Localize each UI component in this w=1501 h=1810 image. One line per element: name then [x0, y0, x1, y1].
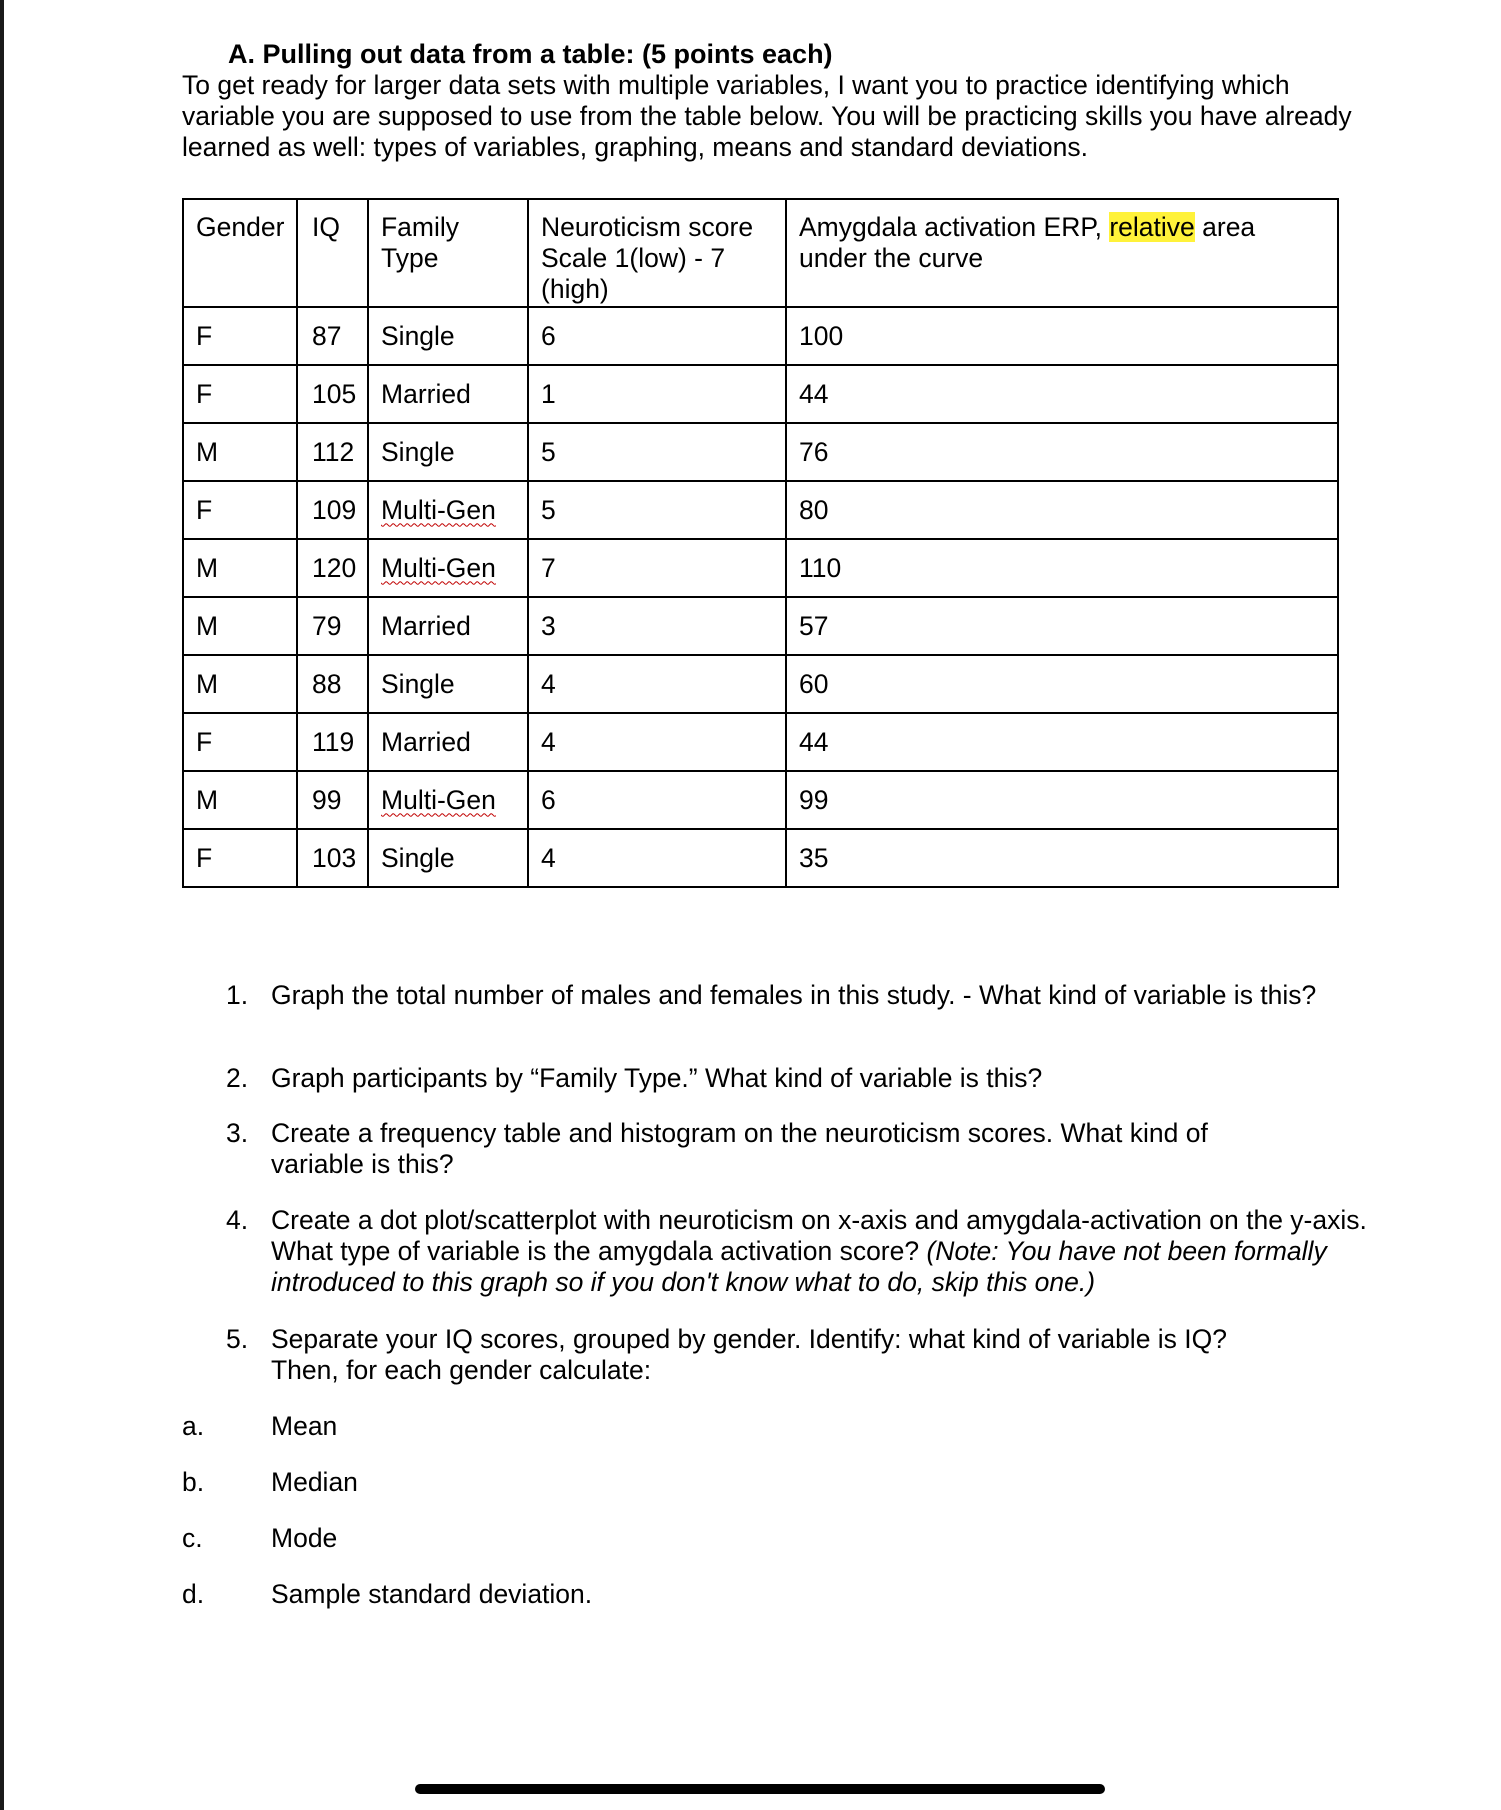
- cell-amygdala-text: 99: [799, 784, 829, 815]
- cell-gender: [183, 539, 297, 597]
- cell-iq: [297, 539, 368, 597]
- header-amyg-post: area: [1194, 212, 1256, 242]
- cell-gender-text: M: [196, 436, 219, 467]
- cell-iq: [297, 713, 368, 771]
- cell-amygdala: [786, 829, 1338, 887]
- cell-amygdala-text: 80: [799, 494, 829, 525]
- question-1-number: 1.: [226, 980, 249, 1010]
- header-neuroticism: [528, 199, 786, 307]
- cell-amygdala-text: 110: [799, 552, 842, 583]
- cell-iq: [297, 481, 368, 539]
- cell-iq-text: 112: [312, 436, 355, 467]
- cell-gender-text: M: [196, 668, 219, 699]
- cell-family-type-text: Married: [381, 378, 471, 409]
- cell-neuroticism: [528, 365, 786, 423]
- cell-gender-text: M: [196, 784, 219, 815]
- table-row: [183, 539, 1338, 597]
- highlighted-word: relative: [1109, 212, 1195, 242]
- cell-neuroticism-text: 5: [541, 436, 556, 467]
- section-heading: A. Pulling out data from a table: (5 points each): [228, 39, 833, 69]
- cell-family-type: [368, 481, 528, 539]
- header-amyg-line1: [799, 212, 1337, 243]
- header-amyg-pre: Amygdala activation ERP,: [799, 212, 1110, 242]
- cell-family-type: [368, 539, 528, 597]
- cell-family-type: [368, 307, 528, 365]
- cell-gender-text: M: [196, 552, 219, 583]
- cell-gender: [183, 423, 297, 481]
- cell-neuroticism-text: 4: [541, 726, 556, 757]
- cell-iq: [297, 597, 368, 655]
- table-row: [183, 597, 1338, 655]
- cell-amygdala: [786, 423, 1338, 481]
- header-amygdala: [786, 199, 1338, 307]
- cell-family-type-text: Married: [381, 610, 471, 641]
- cell-gender: [183, 829, 297, 887]
- cell-gender-text: F: [196, 726, 213, 757]
- table-row: [183, 713, 1338, 771]
- question-2-text: Graph participants by “Family Type.” What kind of variable is this?: [271, 1063, 1043, 1093]
- cell-amygdala: [786, 597, 1338, 655]
- cell-gender: [183, 597, 297, 655]
- cell-gender: [183, 481, 297, 539]
- cell-amygdala: [786, 655, 1338, 713]
- cell-neuroticism-text: 5: [541, 494, 556, 525]
- question-3-text: Create a frequency table and histogram on the neuroticism scores. What kind of variable is this?: [271, 1118, 1208, 1179]
- cell-iq-text: 87: [312, 320, 342, 351]
- cell-amygdala: [786, 713, 1338, 771]
- cell-family-type: [368, 829, 528, 887]
- question-1-text: Graph the total number of males and females in this study. - What kind of variable is this?: [271, 980, 1317, 1010]
- table-row: [183, 423, 1338, 481]
- cell-family-type-text: Multi-Gen: [381, 784, 496, 815]
- intro-paragraph: To get ready for larger data sets with multiple variables, I want you to practice identifying which variable you are supposed to use from the table below. You will be practicing skills you have already learned as well: types of variables, graphing, means and standard deviations.: [182, 70, 1352, 162]
- cell-amygdala: [786, 481, 1338, 539]
- home-indicator[interactable]: [415, 1784, 1105, 1794]
- cell-iq-text: 79: [312, 610, 342, 641]
- subitem-b-text: Median: [271, 1467, 358, 1497]
- question-5-text: Separate your IQ scores, grouped by gender. Identify: what kind of variable is IQ? Then, for each gender calculate:: [271, 1324, 1228, 1385]
- cell-neuroticism: [528, 771, 786, 829]
- question-4-text: Create a dot plot/scatterplot with neuroticism on x-axis and amygdala-activation on the y-axis. What type of variable is the amygdala activation score?: [271, 1205, 1367, 1266]
- cell-neuroticism: [528, 539, 786, 597]
- header-neuro-line2: Scale 1(low) - 7: [541, 243, 726, 273]
- cell-neuroticism-text: 4: [541, 668, 556, 699]
- subitem-d-text: Sample standard deviation.: [271, 1579, 593, 1609]
- cell-amygdala-text: 100: [799, 320, 844, 351]
- cell-neuroticism-text: 7: [541, 552, 556, 583]
- cell-neuroticism: [528, 713, 786, 771]
- subitem-a-letter: a.: [182, 1411, 205, 1441]
- cell-family-type-text: Multi-Gen: [381, 494, 496, 525]
- cell-amygdala-text: 57: [799, 610, 829, 641]
- cell-family-type: [368, 365, 528, 423]
- cell-gender: [183, 307, 297, 365]
- cell-family-type: [368, 423, 528, 481]
- table-body: [183, 307, 1338, 887]
- cell-iq: [297, 307, 368, 365]
- cell-neuroticism-text: 3: [541, 610, 556, 641]
- cell-family-type-text: Single: [381, 842, 455, 873]
- cell-family-type: [368, 597, 528, 655]
- subitem-a-text: Mean: [271, 1411, 338, 1441]
- cell-iq: [297, 771, 368, 829]
- cell-neuroticism-text: 6: [541, 784, 556, 815]
- cell-family-type-text: Multi-Gen: [381, 552, 496, 583]
- cell-family-type-text: Married: [381, 726, 471, 757]
- cell-amygdala-text: 44: [799, 378, 829, 409]
- table-row: [183, 481, 1338, 539]
- header-gender-text: Gender: [196, 212, 285, 242]
- cell-amygdala: [786, 539, 1338, 597]
- question-3-number: 3.: [226, 1118, 249, 1148]
- question-4-note: (Note: You have not been formally introduced to this graph so if you don't know what to do, skip this one.): [271, 1236, 1327, 1297]
- cell-family-type: [368, 655, 528, 713]
- question-4-body: [271, 1205, 1371, 1298]
- data-table: [182, 198, 1339, 888]
- cell-family-type-text: Single: [381, 668, 455, 699]
- cell-iq-text: 120: [312, 552, 357, 583]
- header-family-line1: Family: [381, 212, 460, 242]
- cell-gender-text: F: [196, 842, 213, 873]
- header-family-line2: Type: [381, 243, 439, 273]
- cell-neuroticism: [528, 829, 786, 887]
- cell-iq: [297, 365, 368, 423]
- cell-iq-text: 119: [312, 726, 355, 757]
- cell-iq-text: 88: [312, 668, 342, 699]
- cell-gender: [183, 365, 297, 423]
- table-header-row: [183, 199, 1338, 307]
- cell-gender: [183, 713, 297, 771]
- cell-gender: [183, 771, 297, 829]
- header-amyg-line2: under the curve: [799, 243, 984, 273]
- question-4-number: 4.: [226, 1205, 249, 1235]
- cell-iq-text: 99: [312, 784, 342, 815]
- header-neuro-line3: (high): [541, 274, 609, 304]
- cell-amygdala-text: 35: [799, 842, 829, 873]
- cell-family-type-text: Single: [381, 436, 455, 467]
- table-row: [183, 655, 1338, 713]
- cell-neuroticism: [528, 481, 786, 539]
- header-gender: [183, 199, 297, 307]
- cell-family-type-text: Single: [381, 320, 455, 351]
- cell-amygdala: [786, 307, 1338, 365]
- cell-amygdala: [786, 365, 1338, 423]
- cell-amygdala-text: 44: [799, 726, 829, 757]
- cell-amygdala: [786, 771, 1338, 829]
- cell-neuroticism-text: 1: [541, 378, 556, 409]
- cell-family-type: [368, 713, 528, 771]
- subitem-d-letter: d.: [182, 1579, 205, 1609]
- cell-iq: [297, 423, 368, 481]
- cell-neuroticism-text: 4: [541, 842, 556, 873]
- cell-neuroticism: [528, 307, 786, 365]
- table-row: [183, 365, 1338, 423]
- cell-iq-text: 105: [312, 378, 357, 409]
- cell-amygdala-text: 76: [799, 436, 829, 467]
- cell-family-type: [368, 771, 528, 829]
- cell-gender-text: F: [196, 320, 213, 351]
- cell-iq-text: 103: [312, 842, 357, 873]
- cell-gender-text: F: [196, 378, 213, 409]
- subitem-c-text: Mode: [271, 1523, 338, 1553]
- question-2-number: 2.: [226, 1063, 249, 1093]
- table-row: [183, 829, 1338, 887]
- cell-gender-text: M: [196, 610, 219, 641]
- table-row: [183, 771, 1338, 829]
- cell-iq: [297, 655, 368, 713]
- cell-neuroticism: [528, 597, 786, 655]
- header-iq-text: IQ: [312, 212, 340, 242]
- cell-neuroticism: [528, 423, 786, 481]
- cell-gender-text: F: [196, 494, 213, 525]
- cell-amygdala-text: 60: [799, 668, 829, 699]
- question-5-number: 5.: [226, 1324, 249, 1354]
- subitem-b-letter: b.: [182, 1467, 205, 1497]
- cell-iq-text: 109: [312, 494, 357, 525]
- cell-neuroticism-text: 6: [541, 320, 556, 351]
- cell-gender: [183, 655, 297, 713]
- cell-iq: [297, 829, 368, 887]
- header-family-type: [368, 199, 528, 307]
- header-iq: [297, 199, 368, 307]
- header-neuro-line1: Neuroticism score: [541, 212, 754, 242]
- subitem-c-letter: c.: [182, 1523, 203, 1553]
- table-row: [183, 307, 1338, 365]
- page-left-border: [0, 0, 4, 1810]
- cell-neuroticism: [528, 655, 786, 713]
